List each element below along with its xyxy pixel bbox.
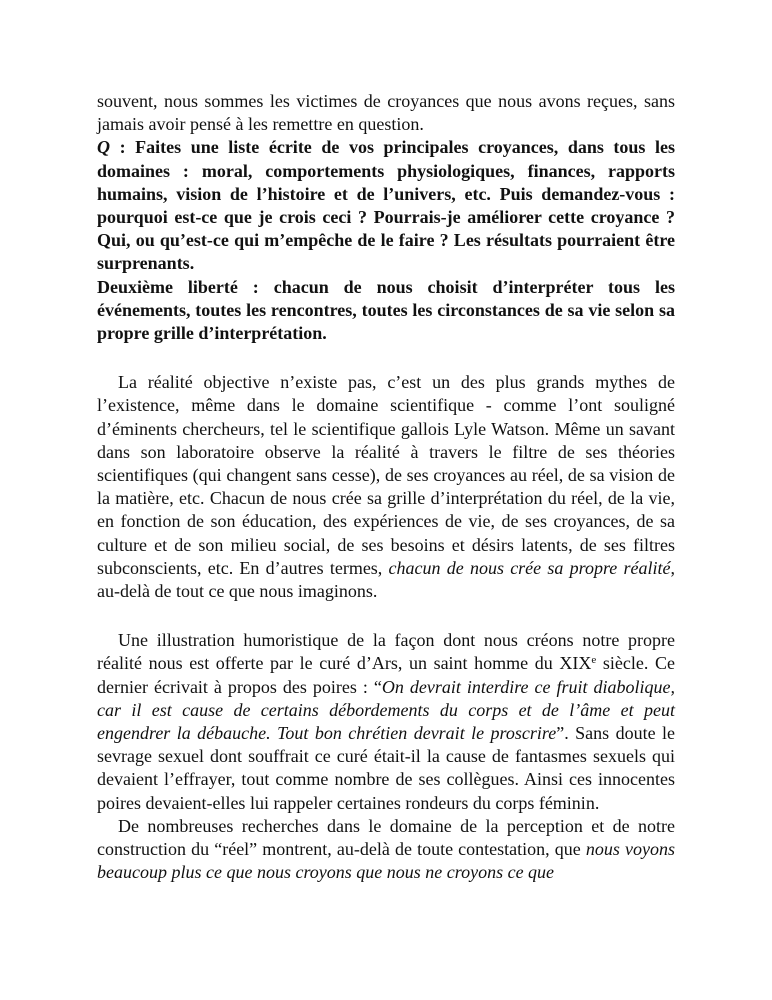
paragraph-intro [97, 90, 675, 136]
question-paragraph [97, 136, 675, 275]
objective-reality-text-b: , au-delà de tout ce que nous imaginons. [97, 557, 675, 602]
question-label: Q [97, 137, 110, 158]
page-body [97, 90, 675, 885]
paragraph-intro-text: souvent, nous sommes les victimes de croyances que nous avons reçues, sans jamais avoir pensé à les remettre en question. [97, 91, 675, 135]
cure-ars-text-c: ”. Sans doute le sevrage sexuel dont souffrait ce curé était-il la cause de fantasmes sexuels qui devaient l’effrayer, tout comme nombre de ses collègues. Ainsi ces innocentes poires devaient-elles lui rappeler certaines rondeurs du corps féminin. [97, 723, 675, 813]
perception-text-a: De nombreuses recherches dans le domaine de la perception et de notre construction du “réel” montrent, au-delà de toute contestation, que [97, 815, 675, 860]
cure-ars-quote: On devrait interdire ce fruit diabolique, car il est cause de certains débordements du corps et de l’âme et peut engendrer la débauche. Tout bon chrétien devrait le proscrire [97, 676, 675, 744]
paragraph-cure-ars [97, 629, 675, 815]
paragraph-perception [97, 815, 675, 885]
objective-reality-text-a: La réalité objective n’existe pas, c’est un des plus grands mythes de l’existence, même dans le domaine scientifique - comme l’ont souligné d’éminents chercheurs, tel le scientifique gallois Lyle Watson. Même un savant dans son laboratoire observe la réalité à travers le filtre de ses théories scientifiques (qui changent sans cesse), de ses croyances au réel, de sa vision de la matière, etc. Chacun de nous crée sa grille d’interprétation du réel, de la vie, en fonction de son éducation, des expériences de vie, de ses croyances, de sa culture et de son milieu social, de ses besoins et désirs latents, de ses filtres subconscients, etc. En d’autres termes, [97, 372, 675, 578]
second-freedom-text: Deuxième liberté : chacun de nous choisit d’interpréter tous les événements, toutes les rencontres, toutes les circonstances de sa vie selon sa propre grille d’interprétation. [97, 276, 675, 344]
question-text: : Faites une liste écrite de vos principales croyances, dans tous les domaines : moral, comportements physiologiques, finances, rapports humains, vision de l’histoire et de l’univers, etc. Puis demandez-vous : pourquoi est-ce que je crois ceci ? Pourrais-je améliorer cette croyance ? Qui, ou qu’est-ce qui m’empêche de le faire ? Les résultats pourraient être surprenants. [97, 137, 675, 274]
second-freedom-paragraph [97, 276, 675, 346]
cure-ars-text-a: Une illustration humoristique de la façon dont nous créons notre propre réalité nous est offerte par le curé d’Ars, un saint homme du XIX [97, 630, 675, 674]
cure-ars-text-b: siècle. Ce dernier écrivait à propos des poires : “ [97, 653, 675, 697]
paragraph-objective-reality [97, 371, 675, 603]
objective-reality-italic: chacun de nous crée sa propre réalité [388, 557, 671, 578]
perception-italic: nous voyons beaucoup plus ce que nous croyons que nous ne croyons ce que [97, 839, 675, 883]
century-superscript: e [591, 654, 597, 667]
